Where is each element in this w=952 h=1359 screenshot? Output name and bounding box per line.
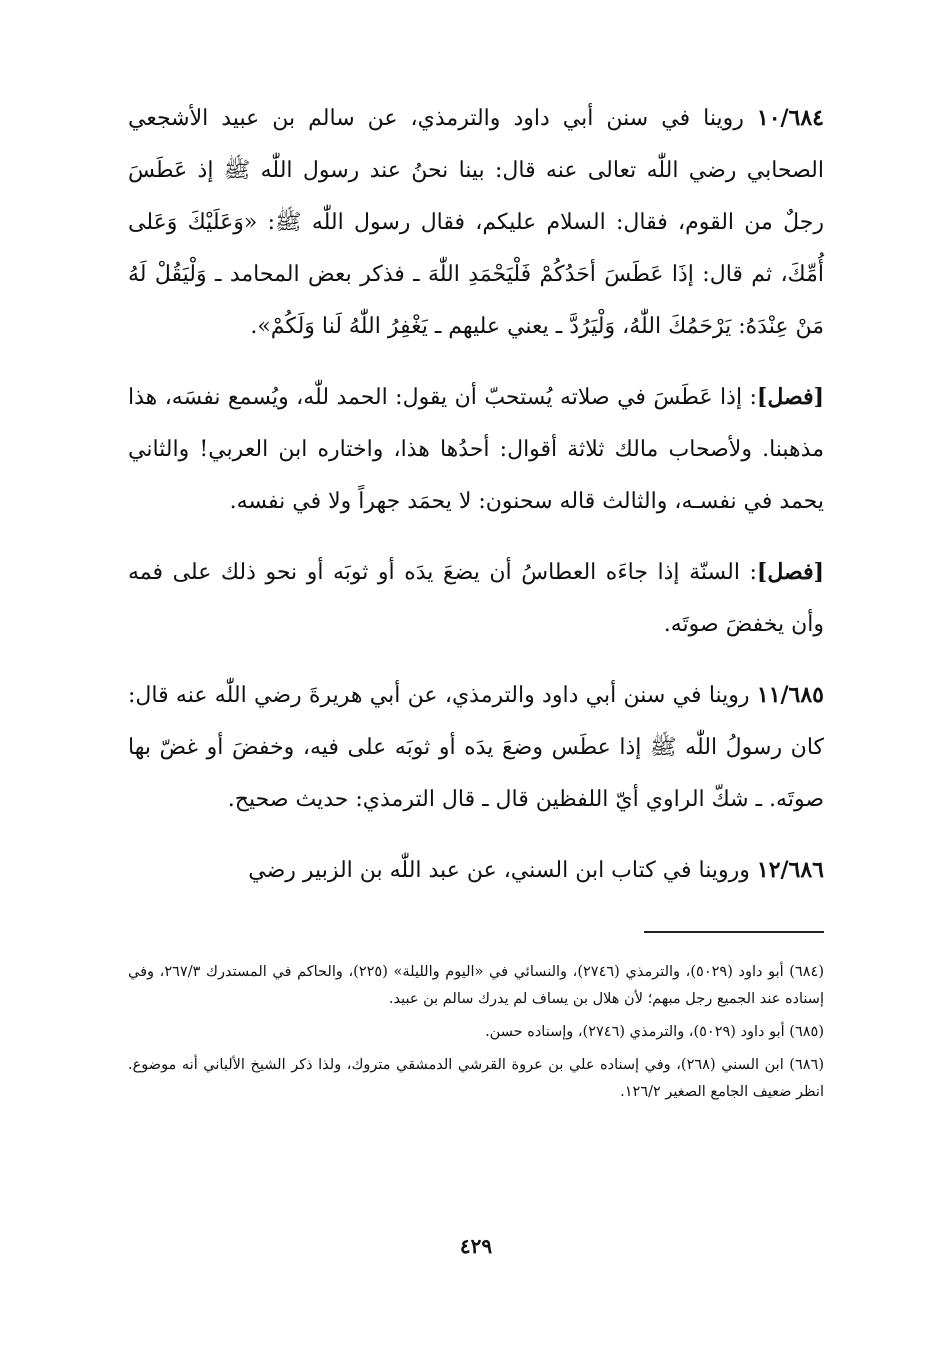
main-text — [128, 92, 824, 897]
footnote-684: (٦٨٤) أبو داود (٥٠٢٩)، والترمذي (٢٧٤٦)، والنسائي في «اليوم والليلة» (٢٢٥)، والحاكم في المستدرك ٢٦٧/٣، وفي إسناده عند الجميع رجل مبهم؛ لأن هلال بن يساف لم يدرك سالم بن عبيد. — [128, 964, 824, 1007]
hadith-685 — [128, 669, 824, 826]
hadith-text: روينا في سنن أبي داود والترمذي، عن سالم بن عبيد الأشجعي الصحابي رضي اللّٰه تعالى عنه قال: بينا نحنُ عند رسول اللّٰه ﷺ إذ عَطَسَ رجلٌ من القوم، فقال: السلام عليكم، فقال رسول اللّٰه ﷺ: «وَعَلَيْكَ وَعَلى أُمِّكَ، ثم قال: إذَا عَطَسَ أحَدُكُمْ فَلْيَحْمَدِ اللّٰهَ ـ فذكر بعض المحامد ـ وَلْيَقُلْ لَهُ مَنْ عِنْدَهُ: يَرْحَمُكَ اللّٰهُ، وَلْيَرُدَّ ـ يعني عليهم ـ يَغْفِرُ اللّٰهُ لَنا وَلَكُمْ». — [128, 106, 824, 339]
hadith-text: روينا في سنن أبي داود والترمذي، عن أبي هريرةَ رضي اللّٰه عنه قال: كان رسولُ اللّٰه ﷺ إذا عطَس وضعَ يدَه أو ثوبَه على فيه، وخفضَ أو غضّ بها صوتَه. ـ شكّ الراوي أيّ اللفظين قال ـ قال الترمذي: حديث صحيح. — [128, 683, 824, 812]
hadith-number: ١٢/٦٨٦ — [756, 857, 824, 883]
footnote-divider — [644, 931, 824, 933]
hadith-number: ١٠/٦٨٤ — [756, 105, 824, 131]
footnotes — [128, 959, 824, 1106]
section-text: : السنّة إذا جاءَه العطاسُ أن يضعَ يدَه أو ثوبَه أو نحو ذلك على فمه وأن يخفضَ صوتَه. — [128, 560, 824, 637]
section-label: [فصل] — [756, 384, 824, 410]
section-text: : إذا عَطَسَ في صلاته يُستحبّ أن يقول: الحمد للّٰه، ويُسمع نفسَه، هذا مذهبنا. ولأصحاب مالك ثلاثة أقوال: أحدُها هذا، واختاره ابن العربي! والثاني يحمد في نفسـه، والثالث قاله سحنون: لا يحمَد جهراً ولا في نفسه. — [128, 385, 824, 514]
section-covering-mouth — [128, 546, 824, 651]
page-number: ٤٢٩ — [459, 1234, 493, 1258]
hadith-684 — [128, 92, 824, 353]
hadith-686 — [128, 844, 824, 897]
section-sneezing-in-prayer — [128, 371, 824, 528]
section-label: [فصل] — [756, 559, 824, 585]
hadith-number: ١١/٦٨٥ — [756, 682, 824, 708]
hadith-text: وروينا في كتاب ابن السني، عن عبد اللّٰه بن الزبير رضي — [248, 858, 757, 883]
footnote-686: (٦٨٦) ابن السني (٢٦٨)، وفي إسناده علي بن عروة القرشي الدمشقي متروك، ولذا ذكر الشيخ الألباني أنه موضوع. انظر ضعيف الجامع الصغير ١٢٦/٢. — [128, 1057, 824, 1100]
footnote-685: (٦٨٥) أبو داود (٥٠٢٩)، والترمذي (٢٧٤٦)، وإسناده حسن. — [485, 1024, 824, 1040]
